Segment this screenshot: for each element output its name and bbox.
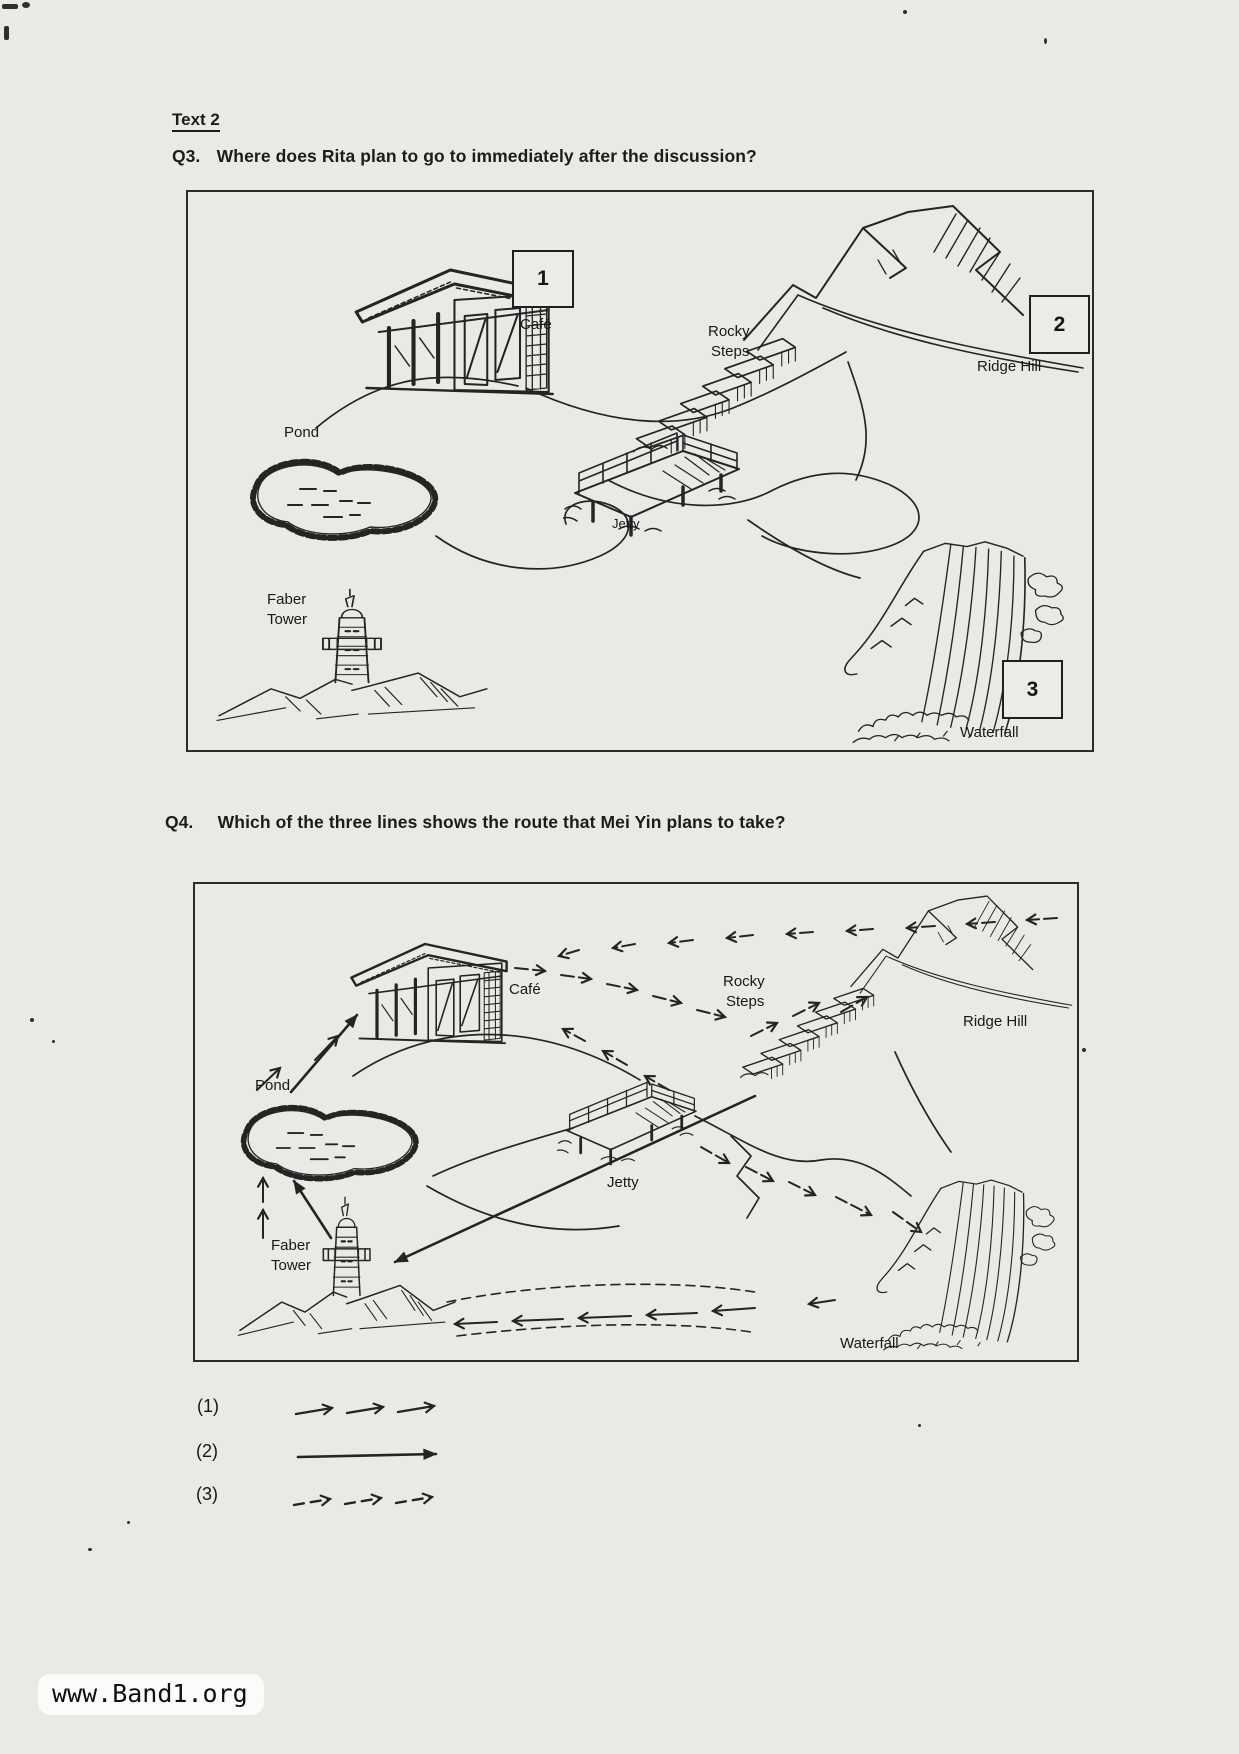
label-rocky-steps: Rocky Steps (708, 323, 750, 361)
route3-dashed-arrows-jetty-to-cafe (563, 1029, 669, 1090)
label-ridge-hill: Ridge Hill (977, 358, 1042, 375)
marker-3-number: 3 (1026, 677, 1039, 701)
label-cafe: Café (509, 981, 541, 998)
scan-speck (88, 1548, 92, 1551)
label-ridge-hill: Ridge Hill (963, 1013, 1028, 1030)
scan-speck (4, 26, 9, 40)
q4-prompt: Which of the three lines shows the route that Mei Yin plans to take? (217, 812, 786, 832)
label-waterfall: Waterfall (960, 724, 1019, 741)
route3-dashed-arrows-top (559, 918, 1057, 956)
scan-speck (30, 1018, 34, 1022)
marker-box-1 (512, 250, 574, 308)
label-faber-tower: Faber Tower (267, 591, 308, 629)
marker-2-number: 2 (1053, 312, 1066, 336)
jetty-illustration (552, 1082, 696, 1164)
option-3-key: (3) (196, 1484, 218, 1504)
scan-speck (918, 1424, 921, 1427)
label-waterfall: Waterfall (840, 1335, 899, 1352)
option-2-key: (2) (196, 1441, 218, 1461)
option-2-arrow (290, 1438, 460, 1474)
label-cafe: Café (520, 316, 552, 333)
label-pond: Pond (284, 424, 320, 441)
marker-box-2 (1029, 295, 1090, 354)
label-rocky-steps: Rocky Steps (723, 973, 765, 1011)
watermark: www.Band1.org (38, 1674, 264, 1715)
cafe-illustration (351, 944, 506, 1043)
pond-illustration (253, 462, 435, 538)
map-q4-artwork (195, 884, 1077, 1360)
scan-speck (22, 2, 30, 8)
faber-tower-illustration (217, 589, 487, 720)
option-3-arrows (288, 1482, 448, 1518)
ridge-hill-illustration (851, 896, 1072, 1008)
scan-speck (127, 1521, 130, 1524)
map-q3 (186, 190, 1094, 752)
scan-speck (903, 10, 907, 14)
scan-speck (2, 4, 18, 9)
waterfall-illustration (877, 1180, 1055, 1350)
label-faber-tower: Faber Tower (271, 1237, 312, 1275)
map-q3-artwork (188, 192, 1092, 750)
route3-dashed-arrows-to-steps (515, 968, 867, 1036)
option-1-key: (1) (197, 1396, 219, 1416)
label-pond: Pond (255, 1077, 291, 1094)
route3-dashed-arrows-jetty-to-waterfall (701, 1147, 921, 1232)
map-q4 (193, 882, 1079, 1362)
scan-speck (1082, 1048, 1086, 1052)
q3-prompt: Where does Rita plan to go to immediately after the discussion? (216, 146, 757, 166)
label-jetty: Jetty (612, 516, 640, 531)
q4-number: Q4. (165, 812, 194, 832)
marker-1-number: 1 (537, 267, 549, 290)
marker-box-3 (1002, 660, 1063, 719)
scan-speck (52, 1040, 55, 1043)
bottom-trail-guides (447, 1284, 755, 1336)
option-1-arrows (290, 1392, 450, 1428)
pond-illustration (244, 1108, 416, 1179)
label-jetty: Jetty (607, 1174, 639, 1191)
scan-speck (1044, 38, 1047, 44)
q3-number: Q3. (172, 146, 201, 166)
section-heading: Text 2 (172, 110, 220, 132)
